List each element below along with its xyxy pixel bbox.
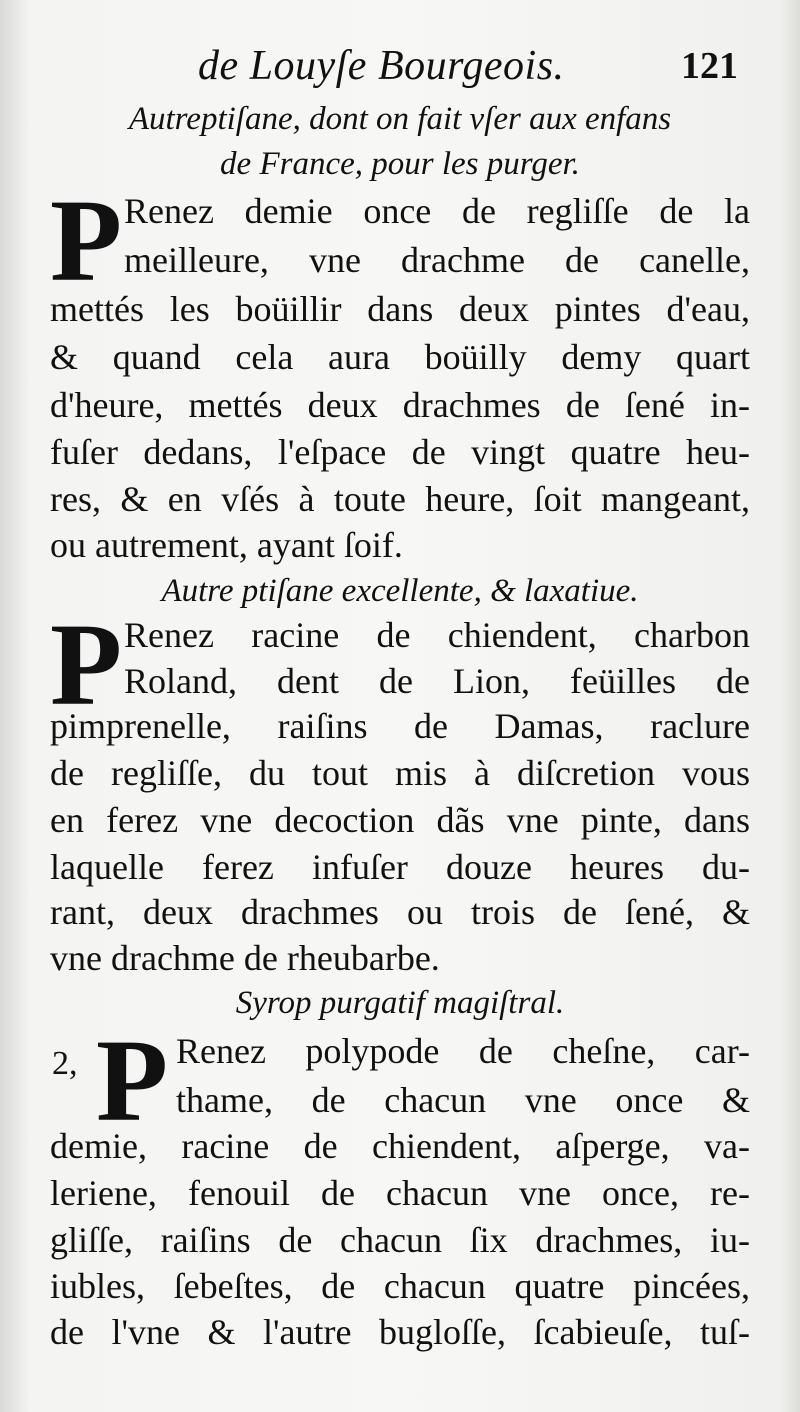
- text-line: laquelle ferez infuſer douze heures du-: [50, 847, 750, 887]
- text-line: gliſſe, raiſins de chacun ſix drachmes, iu-: [50, 1220, 750, 1260]
- running-title: de Louyſe Bourgeois.: [198, 43, 565, 89]
- section-heading-line: Autre ptiſane excellente, & laxatiue.: [161, 573, 639, 609]
- text-line: & quand cela aura boüilly demy quart: [50, 337, 750, 377]
- page-header: [0, 40, 800, 100]
- drop-cap: P: [50, 175, 123, 306]
- section-heading-line: Autreptiſane, dont on fait vſer aux enfans: [128, 101, 672, 137]
- text-line: res, & en vſés à toute heure, ſoit mangeant,: [50, 479, 750, 519]
- text-line: Roland, dent de Lion, feüilles de: [124, 661, 750, 701]
- text-line: leriene, fenouil de chacun vne once, re-: [50, 1173, 750, 1213]
- text-line: demie, racine de chiendent, aſperge, va-: [50, 1126, 750, 1166]
- text-line: ou autrement, ayant ſoif.: [50, 525, 403, 565]
- text-line: Renez polypode de cheſne, car-: [176, 1031, 750, 1071]
- text-line: mettés les boüillir dans deux pintes d'eau,: [50, 289, 750, 329]
- text-line: Renez demie once de regliſſe de la: [124, 191, 750, 231]
- text-line: en ferez vne decoction dãs vne pinte, dans: [50, 800, 750, 840]
- section-heading-line: de France, pour les purger.: [220, 146, 580, 182]
- text-line: de regliſſe, du tout mis à diſcretion vous: [50, 753, 750, 793]
- text-line: vne drachme de rheubarbe.: [50, 938, 440, 978]
- text-line: d'heure, mettés deux drachmes de ſené in-: [50, 385, 750, 425]
- page-number: 121: [681, 45, 738, 87]
- text-line: fuſer dedans, l'eſpace de vingt quatre heu-: [50, 432, 750, 472]
- text-line: thame, de chacun vne once &: [176, 1080, 750, 1120]
- text-line: de l'vne & l'autre bugloſſe, ſcabieuſe, tuſ-: [50, 1312, 750, 1352]
- drop-cap: P: [96, 1015, 169, 1146]
- text-line: Renez racine de chiendent, charbon: [124, 615, 750, 655]
- drop-cap: P: [50, 599, 123, 730]
- text-line: rant, deux drachmes ou trois de ſené, &: [50, 892, 750, 932]
- text-line: meilleure, vne drachme de canelle,: [124, 240, 750, 280]
- text-line: pimprenelle, raiſins de Damas, raclure: [50, 706, 750, 746]
- recipe-number: 2,: [52, 1045, 78, 1082]
- section-heading-line: Syrop purgatif magiſtral.: [235, 985, 565, 1021]
- text-line: iubles, ſebeſtes, de chacun quatre pincées,: [50, 1266, 750, 1306]
